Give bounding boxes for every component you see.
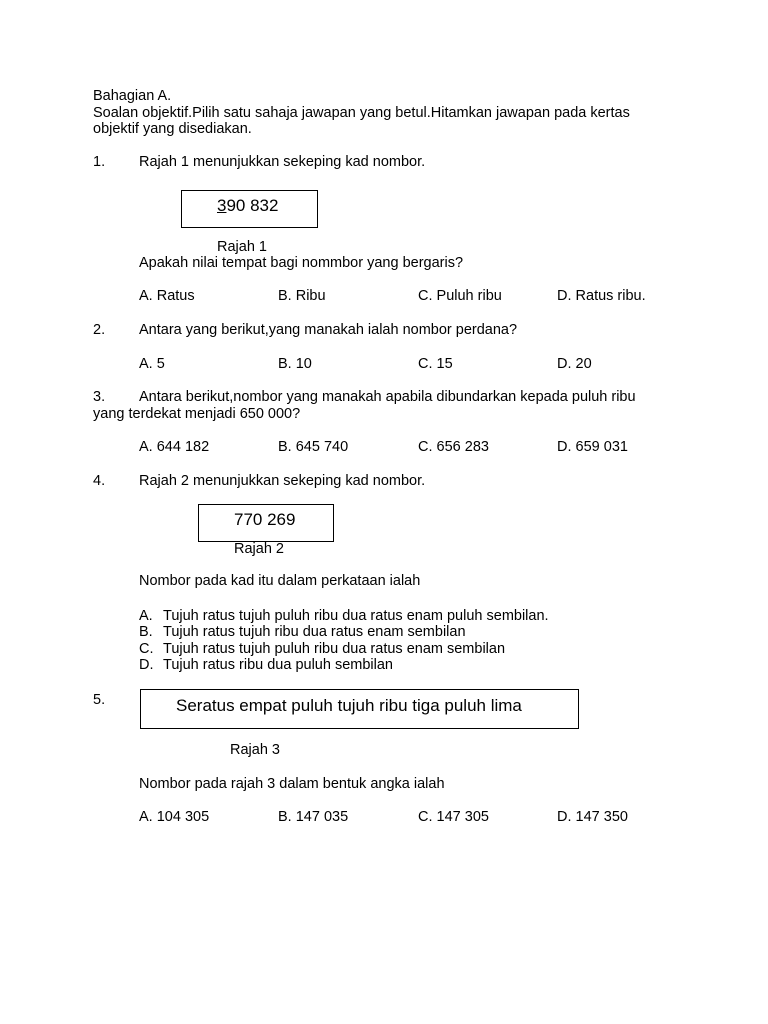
q4-option-b-text: Tujuh ratus tujuh ribu dua ratus enam sembilan	[163, 624, 466, 640]
q3-stem-line-1: Antara berikut,nombor yang manakah apabila dibundarkan kepada puluh ribu	[139, 389, 636, 405]
q5-card-text: Seratus empat puluh tujuh ribu tiga puluh lima	[176, 696, 522, 715]
q1-card-rest: 90 832	[226, 196, 279, 215]
q4-question: Nombor pada kad itu dalam perkataan ialah	[139, 573, 421, 589]
q1-option-c: C. Puluh ribu	[418, 288, 502, 304]
instruction-line-2: objektif yang disediakan.	[93, 121, 252, 137]
q1-option-d: D. Ratus ribu.	[557, 288, 646, 304]
q4-caption: Rajah 2	[234, 541, 284, 557]
q2-stem: Antara yang berikut,yang manakah ialah nombor perdana?	[139, 322, 518, 338]
q5-option-d: D. 147 350	[557, 809, 628, 825]
instruction-line-1: Soalan objektif.Pilih satu sahaja jawapan yang betul.Hitamkan jawapan pada kertas	[93, 105, 630, 121]
q4-option-d-text: Tujuh ratus ribu dua puluh sembilan	[163, 657, 393, 673]
q2-option-b: B. 10	[278, 356, 312, 372]
q5-number: 5.	[93, 692, 106, 708]
q1-card-underlined-digit: 3	[217, 196, 227, 215]
q4-option-a-letter: A.	[139, 608, 153, 624]
q1-option-b: B. Ribu	[278, 288, 326, 304]
q1-stem: Rajah 1 menunjukkan sekeping kad nombor.	[139, 154, 426, 170]
q4-option-d-letter: D.	[139, 657, 154, 673]
q4-option-c-letter: C.	[139, 641, 154, 657]
q4-option-c-text: Tujuh ratus tujuh puluh ribu dua ratus enam sembilan	[163, 641, 506, 657]
q5-caption: Rajah 3	[230, 742, 280, 758]
q1-card-text	[217, 196, 278, 216]
q3-stem-line-2: yang terdekat menjadi 650 000?	[93, 406, 301, 422]
q4-stem: Rajah 2 menunjukkan sekeping kad nombor.	[139, 473, 426, 489]
q1-caption: Rajah 1	[217, 239, 267, 255]
q1-number: 1.	[93, 154, 106, 170]
q2-number: 2.	[93, 322, 106, 338]
q3-option-b: B. 645 740	[278, 439, 349, 455]
q4-number: 4.	[93, 473, 106, 489]
q2-option-c: C. 15	[418, 356, 453, 372]
q2-option-d: D. 20	[557, 356, 592, 372]
q5-option-c: C. 147 305	[418, 809, 489, 825]
q3-option-c: C. 656 283	[418, 439, 489, 455]
q5-option-b: B. 147 035	[278, 809, 349, 825]
q3-number: 3.	[93, 389, 106, 405]
q5-question: Nombor pada rajah 3 dalam bentuk angka ialah	[139, 776, 445, 792]
section-title: Bahagian A.	[93, 88, 172, 104]
q3-option-a: A. 644 182	[139, 439, 210, 455]
q2-option-a: A. 5	[139, 356, 165, 372]
q4-option-b-letter: B.	[139, 624, 153, 640]
q4-card-text: 770 269	[234, 510, 296, 529]
q5-option-a: A. 104 305	[139, 809, 210, 825]
q4-option-a-text: Tujuh ratus tujuh puluh ribu dua ratus enam puluh sembilan.	[163, 608, 549, 624]
q1-option-a: A. Ratus	[139, 288, 195, 304]
q1-question: Apakah nilai tempat bagi nommbor yang bergaris?	[139, 255, 464, 271]
q3-option-d: D. 659 031	[557, 439, 628, 455]
